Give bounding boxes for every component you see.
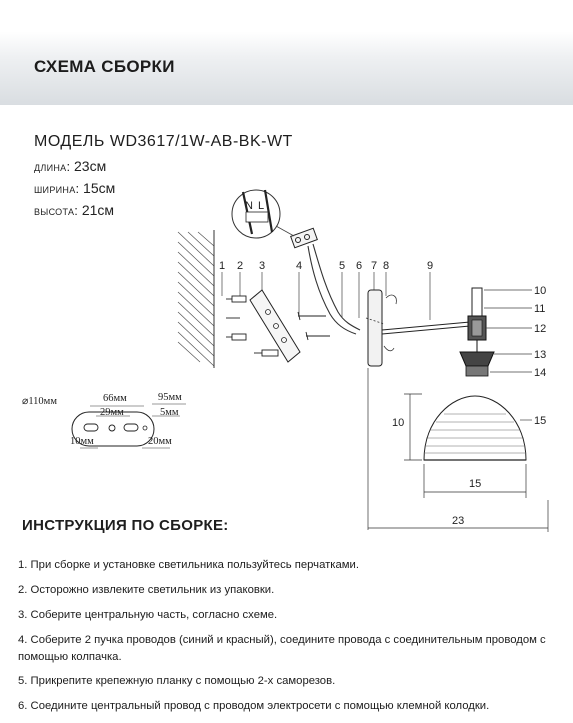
instruction-step-1: 1. При сборке и установке светильника пользуйтесь перчатками. xyxy=(18,559,359,571)
instructions-title: ИНСТРУКЦИЯ ПО СБОРКЕ: xyxy=(22,517,229,534)
shade-height-label: 10 xyxy=(392,417,405,429)
model-name: МОДЕЛЬ WD3617/1W-AB-BK-WT xyxy=(34,133,293,150)
dimension-length-label: длина: xyxy=(34,159,71,174)
part-number-10: 10 xyxy=(534,285,547,297)
part-number-4: 4 xyxy=(296,260,303,272)
instruction-steps xyxy=(18,557,568,723)
lamp-length-label: 23 xyxy=(452,515,465,527)
socket-assembly xyxy=(460,288,494,376)
dimension-height-value: 21см xyxy=(81,202,115,218)
instruction-step-6: 6. Соедините центральный провод с проводом электросети с помощью клемной колодки. xyxy=(18,700,490,712)
part-number-6: 6 xyxy=(356,260,363,272)
part-number-13: 13 xyxy=(534,349,547,361)
part-number-3: 3 xyxy=(259,260,266,272)
wall-hatching xyxy=(178,232,214,366)
bracket-diameter-label: ⌀110мм xyxy=(22,396,57,407)
part-number-9: 9 xyxy=(427,260,434,272)
dimension-width-value: 15см xyxy=(83,180,116,196)
part-number-15: 15 xyxy=(534,415,547,427)
bracket-95-label: 95мм xyxy=(158,392,182,403)
part-number-8: 8 xyxy=(383,260,390,272)
part-number-14: 14 xyxy=(534,367,547,379)
instruction-step-5: 5. Прикрепите крепежную планку с помощью 2-х саморезов. xyxy=(18,675,336,687)
part-leader-lines xyxy=(222,272,430,320)
part-number-1: 1 xyxy=(219,260,226,272)
dimension-width-label: ширина: xyxy=(34,181,80,196)
bracket-66-label: 66мм xyxy=(103,393,127,404)
part-number-12: 12 xyxy=(534,323,547,335)
bracket-20-label: 20мм xyxy=(148,436,172,447)
part-number-7: 7 xyxy=(371,260,378,272)
dimension-length-value: 23см xyxy=(74,158,107,174)
part-number-5: 5 xyxy=(339,260,346,272)
part-number-11: 11 xyxy=(534,303,546,315)
instruction-step-3: 3. Соберите центральную часть, согласно схеме. xyxy=(18,609,278,621)
terminal-block-inset xyxy=(232,190,280,238)
instruction-step-2: 2. Осторожно извлеките светильник из упаковки. xyxy=(18,584,275,596)
dimension-height-label: высота: xyxy=(34,203,79,218)
lamp-arm xyxy=(382,322,470,334)
part-number-2: 2 xyxy=(237,260,244,272)
bracket-5-label: 5мм xyxy=(160,407,179,418)
shade-width-label: 15 xyxy=(469,478,482,490)
instruction-step-4: 4. Соберите 2 пучка проводов (синий и красный), соедините провода с соединительным проводом с помощью колпачка. xyxy=(18,634,546,663)
terminal-l-label: L xyxy=(258,200,265,212)
wall-backplate xyxy=(366,290,396,366)
bracket-10-label: 10мм xyxy=(70,436,94,447)
bracket-29-label: 29мм xyxy=(100,407,124,418)
terminal-connector xyxy=(276,226,363,334)
page-title: СХЕМА СБОРКИ xyxy=(34,57,175,76)
terminal-n-label: N xyxy=(245,200,253,212)
lamp-shade xyxy=(424,396,526,460)
